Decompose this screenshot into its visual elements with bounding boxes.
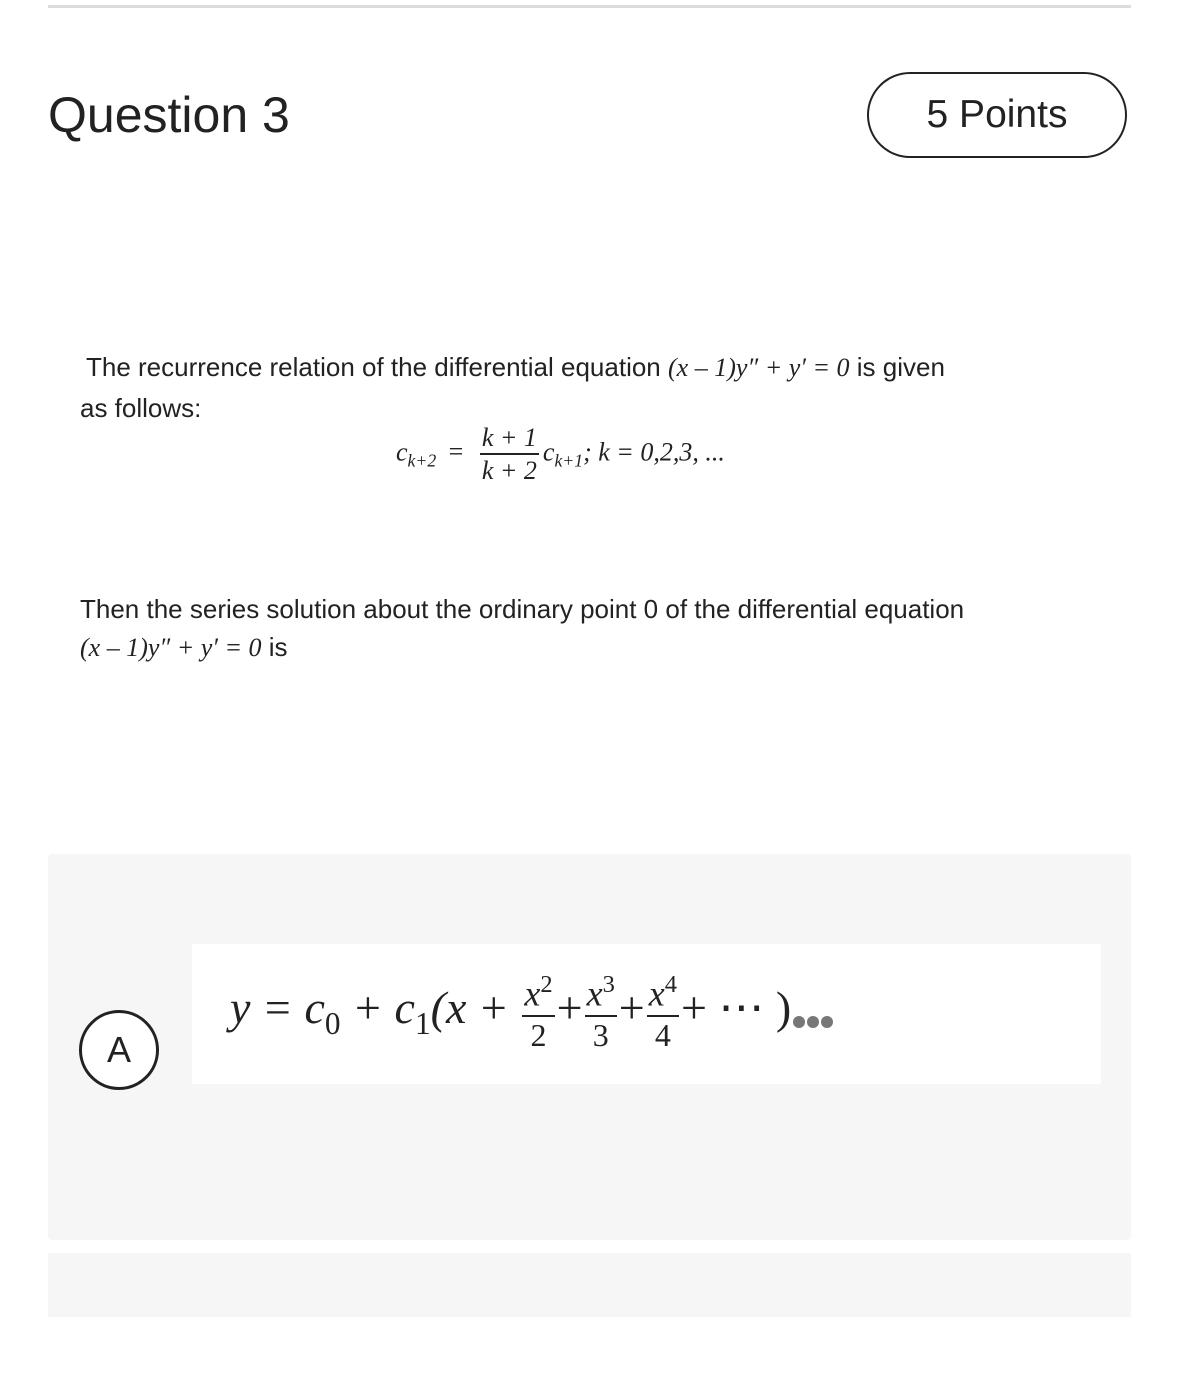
recurrence-denominator: k + 2 — [481, 456, 537, 486]
option-a-c0-subscript: 0 — [324, 1005, 341, 1041]
differential-equation-repeat: (x – 1)y″ + y′ = 0 — [80, 633, 262, 662]
option-a-term-4-base: x — [648, 973, 665, 1014]
more-options-icon — [791, 986, 833, 1039]
option-a-radio[interactable]: A — [79, 1010, 159, 1090]
option-a-expression[interactable] — [230, 972, 833, 1053]
recurrence-lhs: c — [396, 437, 408, 467]
option-a-term-4-exponent: 4 — [664, 971, 677, 998]
recurrence-fraction — [480, 424, 539, 485]
recurrence-condition: ; k = 0,2,3, ... — [583, 437, 725, 467]
option-a-tail: + ⋯ ) — [680, 981, 792, 1033]
option-a-term-3-base: x — [586, 973, 603, 1014]
option-a-term-4-denominator: 4 — [654, 1017, 671, 1054]
question-text-suffix: is given — [849, 352, 945, 382]
recurrence-rhs-subscript: k+1 — [554, 450, 584, 471]
option-a-term-2-base: x — [524, 973, 541, 1014]
recurrence-lhs-subscript: k+2 — [407, 450, 437, 471]
option-a-c1-subscript: 1 — [414, 1005, 431, 1041]
option-a-term-4 — [647, 972, 679, 1053]
option-a-term-2-exponent: 2 — [540, 971, 553, 998]
recurrence-rhs: c — [542, 437, 555, 467]
option-a-expr-start: y = c — [230, 981, 325, 1033]
question-text-line-3: Then the series solution about the ordinary point 0 of the differential equation — [80, 594, 965, 624]
points-badge: 5 Points — [867, 72, 1127, 158]
option-a-plus-2: + — [618, 981, 645, 1033]
top-divider — [48, 5, 1131, 8]
option-a-plus-c1: + c — [340, 981, 415, 1033]
question-text-line-4 — [80, 632, 288, 663]
recurrence-equals: = — [448, 437, 464, 467]
question-text-prefix: The recurrence relation of the differential equation — [86, 352, 668, 382]
question-text-line-1 — [86, 352, 945, 383]
option-a-plus-1: + — [556, 981, 583, 1033]
question-title: Question 3 — [48, 87, 290, 143]
recurrence-relation — [396, 424, 725, 485]
option-a-term-3-denominator: 3 — [592, 1017, 609, 1054]
question-text-line-4-suffix: is — [261, 632, 288, 662]
option-a-term-2-denominator: 2 — [530, 1017, 547, 1054]
option-b-panel[interactable] — [48, 1253, 1131, 1317]
differential-equation: (x – 1)y″ + y′ = 0 — [668, 353, 850, 382]
option-a-term-2 — [522, 972, 554, 1053]
option-a-term-3 — [585, 972, 617, 1053]
recurrence-numerator: k + 1 — [480, 424, 539, 455]
question-text-line-2: as follows: — [80, 393, 202, 423]
option-a-term-3-exponent: 3 — [602, 971, 615, 998]
option-a-open-paren: (x + — [430, 981, 521, 1033]
